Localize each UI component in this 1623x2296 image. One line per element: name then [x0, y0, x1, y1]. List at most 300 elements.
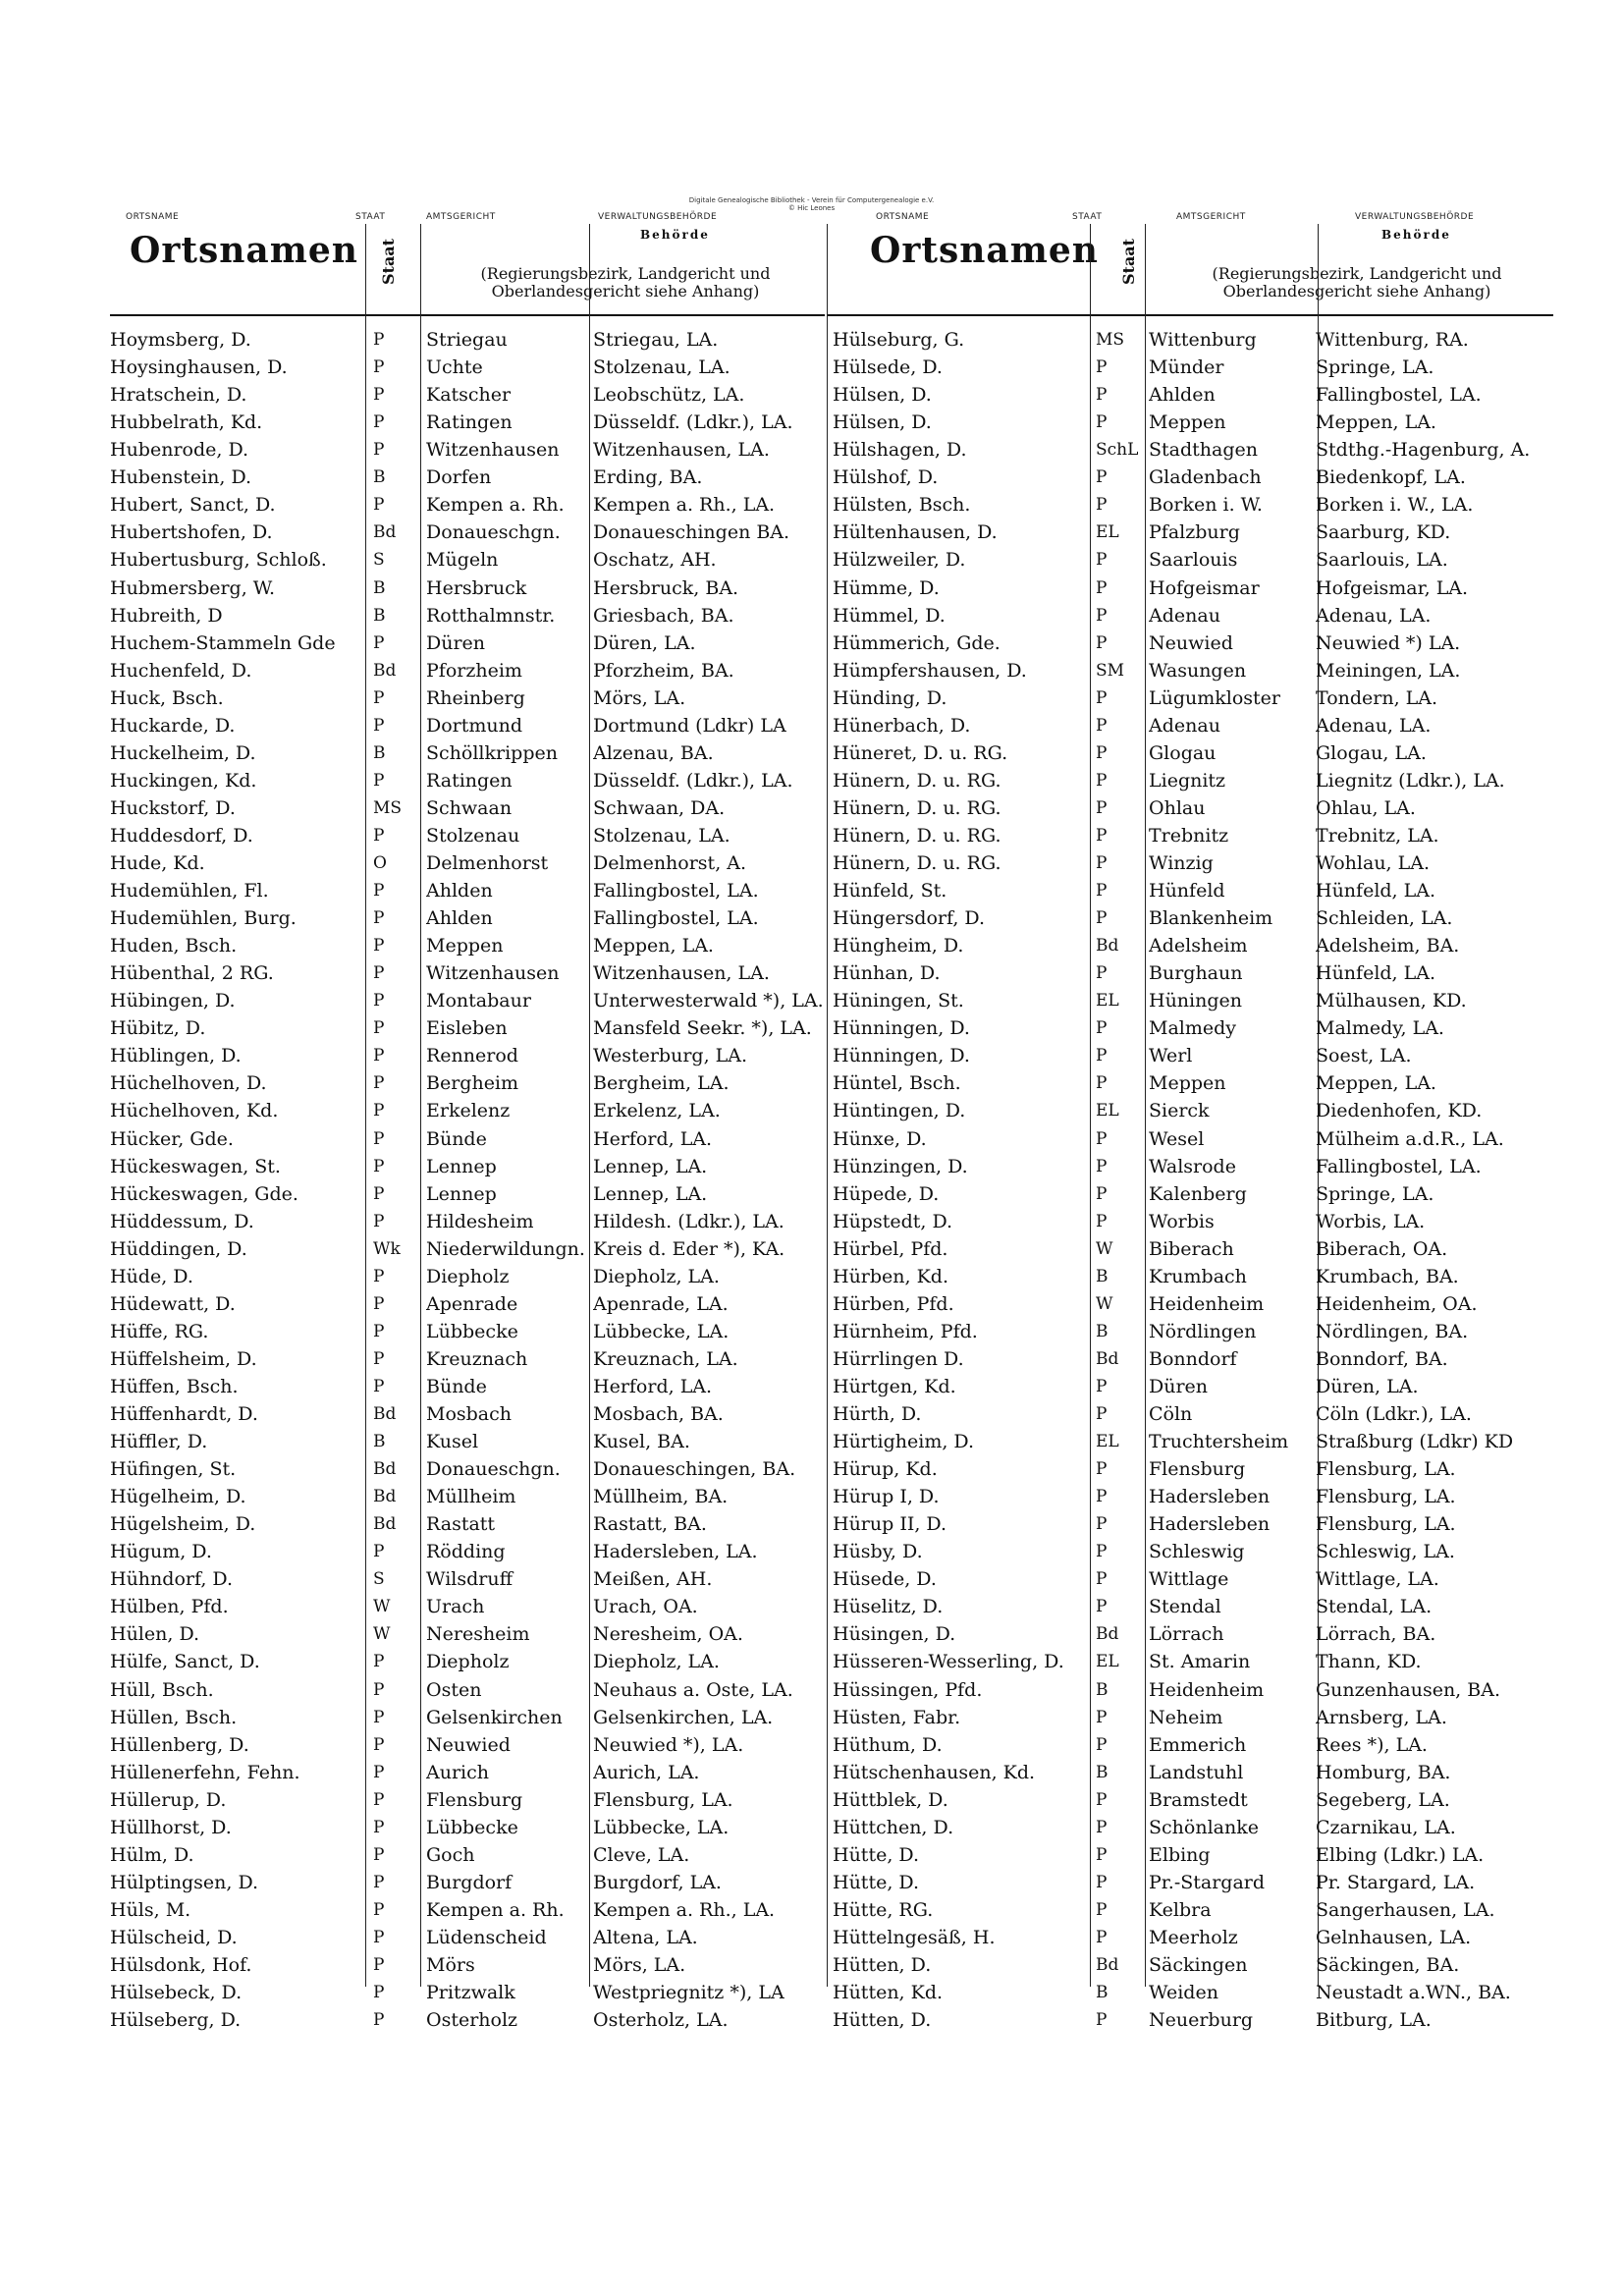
ortsname-cell: Hüsede, D. — [833, 1568, 937, 1591]
ortsname-cell: Hüddessum, D. — [110, 1210, 254, 1232]
amtsgericht-cell: Borken i. W. — [1149, 494, 1263, 517]
table-row — [833, 1428, 1559, 1455]
amtsgericht-cell: Flensburg — [426, 1788, 523, 1811]
verwaltung-cell: Biberach, OA. — [1316, 1237, 1448, 1260]
staat-cell: P — [373, 412, 385, 433]
ortsname-cell: Hürnheim, Pfd. — [833, 1320, 978, 1342]
verwaltung-cell: Hadersleben, LA. — [593, 1541, 758, 1563]
verwaltung-cell: Ohlau, LA. — [1316, 796, 1416, 819]
table-row — [833, 519, 1559, 546]
ortsname-cell: Hülsten, Bsch. — [833, 494, 971, 517]
table-row — [833, 326, 1559, 354]
staat-cell: Bd — [373, 660, 397, 681]
ortsname-cell: Hünern, D. u. RG. — [833, 852, 1001, 874]
verwaltung-cell: Meiningen, LA. — [1316, 659, 1461, 682]
staat-cell: P — [373, 1789, 385, 1810]
staat-cell: P — [373, 908, 385, 929]
amtsgericht-cell: Düren — [426, 631, 486, 654]
ortsname-cell: Hüttblek, D. — [833, 1788, 948, 1811]
table-row — [833, 1069, 1559, 1097]
amtsgericht-cell: Goch — [426, 1843, 475, 1866]
staat-cell: P — [1096, 715, 1108, 736]
table-row — [833, 409, 1559, 436]
amtsgericht-cell: Nördlingen — [1149, 1320, 1257, 1342]
amtsgericht-cell: Dorfen — [426, 466, 492, 489]
table-row — [110, 1208, 837, 1235]
verwaltung-cell: Straßburg (Ldkr) KD — [1316, 1431, 1514, 1452]
table-row — [833, 739, 1559, 767]
ortsname-cell: Huchem-Stammeln Gde — [110, 631, 336, 654]
table-row — [833, 1951, 1559, 1979]
staat-cell: P — [373, 1707, 385, 1727]
verwaltung-cell: Kusel, BA. — [593, 1431, 690, 1452]
verwaltung-cell: Hünfeld, LA. — [1316, 962, 1436, 985]
table-row — [833, 684, 1559, 712]
staat-cell: P — [373, 1211, 385, 1231]
table-row — [110, 1538, 837, 1565]
amtsgericht-cell: Gladenbach — [1149, 466, 1262, 489]
ortsname-cell: Hünhan, D. — [833, 962, 941, 985]
verwaltung-cell: Westerburg, LA. — [593, 1045, 748, 1067]
verwaltung-cell: Homburg, BA. — [1316, 1761, 1451, 1783]
staat-cell: P — [373, 1293, 385, 1314]
ortsname-cell: Hürtigheim, D. — [833, 1431, 975, 1452]
table-row — [110, 574, 837, 602]
ortsname-cell: Hülzweiler, D. — [833, 549, 966, 572]
verwaltung-cell: Adenau, LA. — [1316, 604, 1432, 627]
ortsname-cell: Hüttelngesäß, H. — [833, 1926, 996, 1948]
verwaltung-cell: Düsseldf. (Ldkr.), LA. — [593, 411, 793, 434]
table-row — [110, 491, 837, 519]
amtsgericht-cell: Lügumkloster — [1149, 686, 1281, 709]
verwaltung-cell: Czarnikau, LA. — [1316, 1816, 1456, 1838]
ortsname-cell: Hüsseren-Wesserling, D. — [833, 1651, 1064, 1673]
ortsname-cell: Hüllerup, D. — [110, 1788, 227, 1811]
ortsname-cell: Hudemühlen, Burg. — [110, 907, 297, 930]
header-title: Ortsnamen — [130, 230, 358, 271]
amtsgericht-cell: Walsrode — [1149, 1155, 1236, 1177]
staat-cell: P — [1096, 577, 1108, 598]
verwaltung-cell: Donaueschingen, BA. — [593, 1458, 796, 1480]
amtsgericht-cell: Schleswig — [1149, 1541, 1245, 1563]
table-row — [833, 1400, 1559, 1428]
amtsgericht-cell: Mügeln — [426, 549, 499, 572]
verwaltung-cell: Heidenheim, OA. — [1316, 1292, 1478, 1315]
table-row — [110, 712, 837, 739]
staat-cell: P — [373, 632, 385, 653]
table-row — [110, 1979, 837, 2006]
staat-cell: P — [1096, 605, 1108, 626]
ortsname-cell: Huckingen, Kd. — [110, 769, 257, 792]
verwaltung-cell: Neuhaus a. Oste, LA. — [593, 1678, 793, 1701]
amtsgericht-cell: Adenau — [1149, 714, 1220, 737]
staat-cell: B — [1096, 1321, 1109, 1341]
table-row — [110, 657, 837, 684]
ortsname-cell: Hütschenhausen, Kd. — [833, 1761, 1036, 1783]
verwaltung-cell: Saarlouis, LA. — [1316, 549, 1448, 572]
amtsgericht-cell: Krumbach — [1149, 1265, 1247, 1287]
ortsname-cell: Hütte, D. — [833, 1871, 919, 1893]
verwaltung-cell: Flensburg, LA. — [593, 1788, 733, 1811]
table-row — [110, 877, 837, 904]
credit-line-2: © Hic Leones — [787, 204, 836, 212]
verwaltung-cell: Flensburg, LA. — [1316, 1458, 1456, 1480]
ortsname-cell: Hülfe, Sanct, D. — [110, 1651, 260, 1673]
verwaltung-cell: Neustadt a.WN., BA. — [1316, 1982, 1511, 2003]
verwaltung-cell: Apenrade, LA. — [593, 1292, 729, 1315]
verwaltung-cell: Wohlau, LA. — [1316, 852, 1431, 874]
table-row — [833, 491, 1559, 519]
ortsname-cell: Hüngersdorf, D. — [833, 907, 985, 930]
amtsgericht-cell: Ratingen — [426, 411, 513, 434]
amtsgericht-cell: Neheim — [1149, 1706, 1223, 1728]
ortsname-cell: Hudemühlen, Fl. — [110, 880, 269, 902]
table-row — [110, 1869, 837, 1896]
table-row — [110, 849, 837, 877]
ortsname-cell: Hüthum, D. — [833, 1733, 943, 1756]
table-row — [833, 1097, 1559, 1124]
table-row — [833, 1510, 1559, 1538]
amtsgericht-cell: Flensburg — [1149, 1458, 1246, 1480]
table-row — [833, 849, 1559, 877]
verwaltung-cell: Pr. Stargard, LA. — [1316, 1871, 1476, 1893]
amtsgericht-cell: Niederwildungn. — [426, 1237, 585, 1260]
staat-cell: P — [373, 1101, 385, 1121]
ortsname-cell: Hümpfershausen, D. — [833, 659, 1027, 682]
amtsgericht-cell: Bonndorf — [1149, 1347, 1237, 1370]
staat-cell: Bd — [373, 1404, 397, 1424]
verwaltung-cell: Aurich, LA. — [593, 1761, 700, 1783]
amtsgericht-cell: Aurich — [426, 1761, 489, 1783]
staat-cell: W — [1096, 1293, 1113, 1314]
table-row — [110, 794, 837, 822]
staat-cell: P — [1096, 1899, 1108, 1920]
table-row — [110, 519, 837, 546]
verwaltung-cell: Sangerhausen, LA. — [1316, 1898, 1495, 1921]
staat-cell: P — [1096, 1844, 1108, 1865]
ortsname-cell: Hüsten, Fabr. — [833, 1706, 961, 1728]
amtsgericht-cell: Meerholz — [1149, 1926, 1238, 1948]
ortsname-cell: Hüdewatt, D. — [110, 1292, 236, 1315]
ortsname-cell: Hünningen, D. — [833, 1017, 970, 1040]
staat-cell: P — [1096, 550, 1108, 571]
table-row — [110, 1648, 837, 1675]
amtsgericht-cell: Kalenberg — [1149, 1182, 1247, 1205]
table-row — [110, 354, 837, 381]
staat-cell: P — [373, 1652, 385, 1672]
table-row — [833, 436, 1559, 464]
ortsname-cell: Hüblingen, D. — [110, 1045, 242, 1067]
verwaltung-cell: Lübbecke, LA. — [593, 1320, 730, 1342]
staat-cell: Bd — [373, 1459, 397, 1479]
ortsname-cell: Hückeswagen, Gde. — [110, 1182, 298, 1205]
staat-cell: P — [373, 385, 385, 406]
table-row — [833, 1620, 1559, 1648]
verwaltung-cell: Mörs, LA. — [593, 686, 686, 709]
amtsgericht-cell: Schwaan — [426, 796, 513, 819]
staat-cell: P — [373, 715, 385, 736]
verwaltung-cell: Thann, KD. — [1316, 1651, 1422, 1673]
ortsname-cell: Huden, Bsch. — [110, 935, 238, 957]
amtsgericht-cell: Pr.-Stargard — [1149, 1871, 1266, 1893]
amtsgericht-cell: Lübbecke — [426, 1320, 518, 1342]
table-row — [833, 794, 1559, 822]
verwaltung-cell: Meißen, AH. — [593, 1568, 713, 1591]
staat-cell: P — [373, 1899, 385, 1920]
ortsname-cell: Hütten, D. — [833, 2009, 932, 2031]
amtsgericht-cell: Osterholz — [426, 2009, 518, 2031]
table-row — [833, 1042, 1559, 1069]
verwaltung-cell: Arnsberg, LA. — [1316, 1706, 1447, 1728]
staat-cell: S — [373, 1569, 385, 1590]
staat-cell: P — [1096, 770, 1108, 791]
amtsgericht-cell: Säckingen — [1149, 1954, 1248, 1976]
table-header-right — [827, 224, 1553, 316]
staat-cell: P — [373, 1376, 385, 1396]
table-row — [110, 1069, 837, 1097]
table-row — [110, 959, 837, 987]
ortsname-cell: Hüsby, D. — [833, 1541, 923, 1563]
verwaltung-cell: Malmedy, LA. — [1316, 1017, 1444, 1040]
amtsgericht-cell: Neuwied — [426, 1733, 511, 1756]
verwaltung-cell: Liegnitz (Ldkr.), LA. — [1316, 769, 1505, 792]
table-row — [110, 904, 837, 932]
header-note-line-2: Oberlandesgericht siehe Anhang) — [1222, 282, 1491, 301]
table-row — [110, 1290, 837, 1318]
verwaltung-cell: Flensburg, LA. — [1316, 1513, 1456, 1536]
ortsname-cell: Hubenstein, D. — [110, 466, 252, 489]
table-row — [833, 767, 1559, 794]
table-row — [833, 822, 1559, 849]
verwaltung-cell: Fallingbostel, LA. — [1316, 1155, 1482, 1177]
ortsname-cell: Huckarde, D. — [110, 714, 236, 737]
ortsname-cell: Huckelheim, D. — [110, 741, 256, 764]
verwaltung-cell: Glogau, LA. — [1316, 741, 1427, 764]
staat-cell: P — [373, 1156, 385, 1176]
amtsgericht-cell: Worbis — [1149, 1210, 1215, 1232]
caption-amtsgericht: AMTSGERICHT — [1176, 212, 1246, 222]
staat-cell: P — [373, 1762, 385, 1782]
header-staat: Staat — [379, 238, 398, 285]
verwaltung-cell: Flensburg, LA. — [1316, 1486, 1456, 1508]
table-row — [110, 326, 837, 354]
ortsname-cell: Hülptingsen, D. — [110, 1871, 259, 1893]
table-row — [110, 739, 837, 767]
verwaltung-cell: Oschatz, AH. — [593, 549, 717, 572]
amtsgericht-cell: Bramstedt — [1149, 1788, 1248, 1811]
verwaltung-cell: Tondern, LA. — [1316, 686, 1438, 709]
table-row — [833, 1896, 1559, 1924]
staat-cell: P — [373, 1927, 385, 1947]
staat-cell: Bd — [1096, 936, 1119, 957]
ortsname-cell: Hübitz, D. — [110, 1017, 206, 1040]
staat-cell: P — [1096, 1459, 1108, 1479]
ortsname-cell: Huck, Bsch. — [110, 686, 224, 709]
table-row — [110, 1455, 837, 1483]
amtsgericht-cell: Witzenhausen — [426, 439, 560, 462]
table-row — [833, 1786, 1559, 1814]
verwaltung-cell: Wittenburg, RA. — [1316, 329, 1469, 351]
verwaltung-cell: Segeberg, LA. — [1316, 1788, 1450, 1811]
ortsname-cell: Hoymsberg, D. — [110, 329, 251, 351]
ortsname-cell: Hülen, D. — [110, 1623, 200, 1646]
caption-ortsname: ORTSNAME — [876, 212, 930, 222]
staat-cell: P — [1096, 1707, 1108, 1727]
table-row — [833, 1731, 1559, 1759]
staat-cell: P — [1096, 908, 1108, 929]
ortsname-cell: Hüngheim, D. — [833, 935, 964, 957]
ortsname-cell: Hüntel, Bsch. — [833, 1072, 961, 1095]
amtsgericht-cell: Stendal — [1149, 1596, 1221, 1618]
table-row — [110, 1153, 837, 1180]
verwaltung-cell: Witzenhausen, LA. — [593, 439, 770, 462]
ortsname-cell: Hüddingen, D. — [110, 1237, 247, 1260]
staat-cell: B — [373, 1432, 386, 1451]
ortsname-cell: Hübingen, D. — [110, 990, 236, 1012]
staat-cell: P — [1096, 1073, 1108, 1094]
staat-cell: Bd — [1096, 1955, 1119, 1975]
staat-cell: P — [373, 1983, 385, 2002]
ortsname-cell: Hürben, Pfd. — [833, 1292, 954, 1315]
staat-cell: P — [373, 1183, 385, 1204]
staat-cell: P — [1096, 1376, 1108, 1396]
staat-cell: P — [1096, 1046, 1108, 1066]
staat-cell: P — [373, 440, 385, 461]
verwaltung-cell: Neresheim, OA. — [593, 1623, 743, 1646]
verwaltung-cell: Delmenhorst, A. — [593, 852, 747, 874]
amtsgericht-cell: Kreuznach — [426, 1347, 528, 1370]
header-note-line-1: (Regierungsbezirk, Landgericht und — [1212, 264, 1502, 283]
amtsgericht-cell: Wasungen — [1149, 659, 1247, 682]
ortsname-cell: Hüchelhoven, D. — [110, 1072, 267, 1095]
ortsname-cell: Hüde, D. — [110, 1265, 193, 1287]
verwaltung-cell: Alzenau, BA. — [593, 741, 714, 764]
staat-cell: P — [373, 687, 385, 708]
header-note-line-1: (Regierungsbezirk, Landgericht und — [480, 264, 771, 283]
staat-cell: B — [373, 742, 386, 763]
verwaltung-cell: Schleiden, LA. — [1316, 907, 1453, 930]
table-row — [833, 712, 1559, 739]
verwaltung-cell: Gunzenhausen, BA. — [1316, 1678, 1500, 1701]
ortsname-cell: Hürbel, Pfd. — [833, 1237, 948, 1260]
verwaltung-cell: Herford, LA. — [593, 1375, 713, 1397]
staat-cell: P — [1096, 385, 1108, 406]
verwaltung-cell: Hünfeld, LA. — [1316, 880, 1436, 902]
staat-cell: Bd — [373, 522, 397, 543]
staat-cell: B — [1096, 1679, 1109, 1700]
table-row — [110, 1510, 837, 1538]
staat-cell: P — [1096, 881, 1108, 901]
table-row — [110, 1263, 837, 1290]
staat-cell: P — [373, 770, 385, 791]
ortsname-cell: Hünfeld, St. — [833, 880, 947, 902]
table-row — [833, 657, 1559, 684]
header-staat: Staat — [1119, 238, 1138, 285]
verwaltung-cell: Stdthg.-Hagenburg, A. — [1316, 439, 1531, 462]
staat-cell: P — [373, 963, 385, 984]
amtsgericht-cell: Lörrach — [1149, 1623, 1224, 1646]
staat-cell: P — [373, 1348, 385, 1369]
amtsgericht-cell: Winzig — [1149, 852, 1214, 874]
amtsgericht-cell: Bünde — [426, 1375, 487, 1397]
verwaltung-cell: Witzenhausen, LA. — [593, 962, 770, 985]
ortsname-cell: Hünding, D. — [833, 686, 947, 709]
amtsgericht-cell: Heidenheim — [1149, 1292, 1265, 1315]
table-row — [833, 1263, 1559, 1290]
table-row — [110, 1896, 837, 1924]
table-row — [833, 1208, 1559, 1235]
staat-cell: P — [1096, 1404, 1108, 1424]
verwaltung-cell: Urach, OA. — [593, 1596, 698, 1618]
verwaltung-cell: Springe, LA. — [1316, 356, 1434, 379]
verwaltung-cell: Nördlingen, BA. — [1316, 1320, 1469, 1342]
amtsgericht-cell: Ratingen — [426, 769, 513, 792]
table-row — [110, 1345, 837, 1373]
staat-cell: P — [373, 1266, 385, 1286]
staat-cell: S — [373, 550, 385, 571]
staat-cell: B — [1096, 1266, 1109, 1286]
staat-cell: P — [373, 1046, 385, 1066]
table-row — [110, 1704, 837, 1731]
table-row — [110, 546, 837, 574]
ortsname-cell: Hütten, D. — [833, 1954, 932, 1976]
staat-cell: P — [373, 1817, 385, 1837]
staat-cell: B — [373, 577, 386, 598]
table-row — [110, 1428, 837, 1455]
verwaltung-cell: Schwaan, DA. — [593, 796, 726, 819]
amtsgericht-cell: Cöln — [1149, 1403, 1193, 1425]
verwaltung-cell: Fallingbostel, LA. — [593, 907, 759, 930]
ortsname-cell: Hüffler, D. — [110, 1431, 208, 1452]
staat-cell: Bd — [1096, 1348, 1119, 1369]
verwaltung-cell: Kreuznach, LA. — [593, 1347, 738, 1370]
amtsgericht-cell: Pritzwalk — [426, 1982, 515, 2003]
staat-cell: P — [1096, 963, 1108, 984]
verwaltung-cell: Lübbecke, LA. — [593, 1816, 730, 1838]
table-row — [110, 464, 837, 491]
ortsname-cell: Hügum, D. — [110, 1541, 212, 1563]
verwaltung-cell: Altena, LA. — [593, 1926, 698, 1948]
staat-cell: P — [373, 1321, 385, 1341]
staat-cell: P — [1096, 1018, 1108, 1039]
verwaltung-cell: Lennep, LA. — [593, 1155, 708, 1177]
table-row — [833, 1841, 1559, 1869]
amtsgericht-cell: Ahlden — [426, 880, 493, 902]
staat-cell: P — [1096, 412, 1108, 433]
amtsgericht-cell: Stadthagen — [1149, 439, 1258, 462]
verwaltung-cell: Gelsenkirchen, LA. — [593, 1706, 774, 1728]
staat-cell: P — [373, 1844, 385, 1865]
amtsgericht-cell: Wittlage — [1149, 1568, 1229, 1591]
staat-cell: B — [1096, 1762, 1109, 1782]
table-row — [833, 1125, 1559, 1153]
ortsname-cell: Hüffen, Bsch. — [110, 1375, 239, 1397]
verwaltung-cell: Düsseldf. (Ldkr.), LA. — [593, 769, 793, 792]
staat-cell: P — [1096, 495, 1108, 516]
staat-cell: P — [1096, 467, 1108, 488]
verwaltung-cell: Neuwied *) LA. — [1316, 631, 1461, 654]
staat-cell: P — [373, 936, 385, 957]
caption-amtsgericht: AMTSGERICHT — [426, 212, 496, 222]
ortsname-cell: Hümme, D. — [833, 576, 940, 599]
amtsgericht-cell: Donaueschgn. — [426, 1458, 561, 1480]
ortsname-cell: Hülsdonk, Hof. — [110, 1954, 252, 1976]
verwaltung-cell: Stolzenau, LA. — [593, 824, 730, 847]
ortsname-cell: Hülseberg, D. — [110, 2009, 242, 2031]
verwaltung-cell: Rees *), LA. — [1316, 1733, 1428, 1756]
verwaltung-cell: Bergheim, LA. — [593, 1072, 730, 1095]
staat-cell: MS — [1096, 330, 1125, 350]
